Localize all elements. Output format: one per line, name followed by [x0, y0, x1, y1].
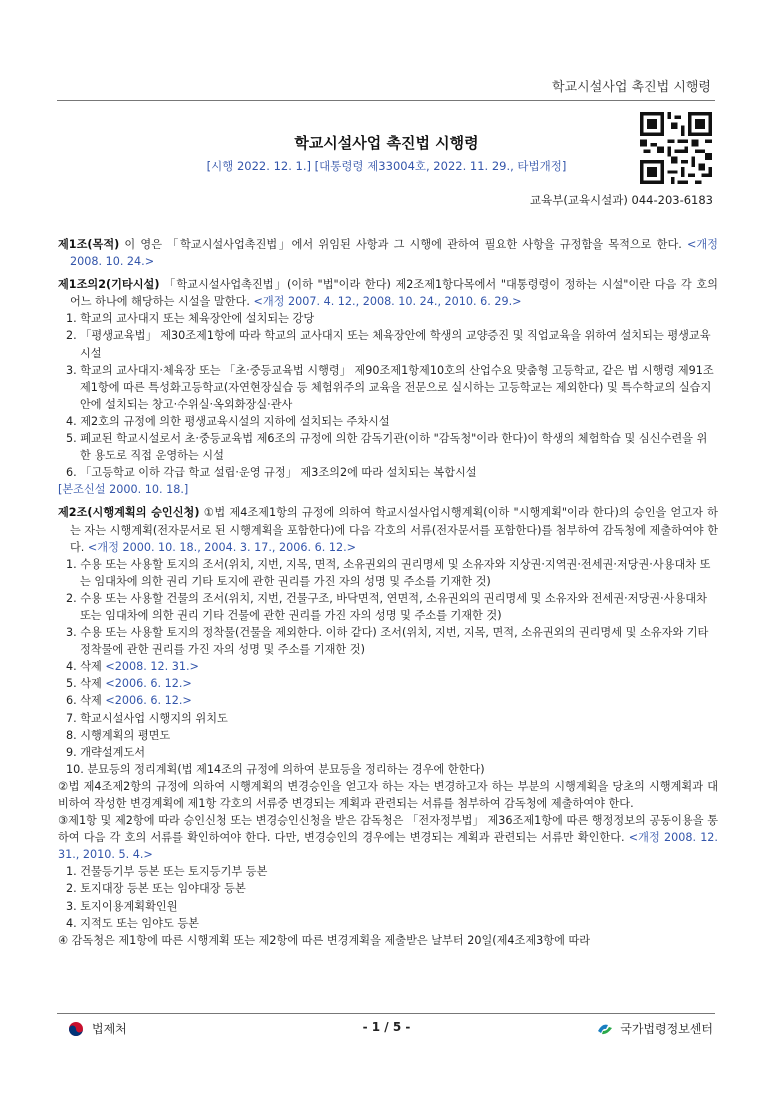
list-item: 10. 분묘등의 정리계획(법 제14조의 규정에 의하여 분묘등을 정리하는 경우에 한한다): [66, 762, 485, 776]
article-heading: 제2조(시행계획의 승인신청): [58, 506, 200, 520]
article-heading: 제1조(목적): [58, 238, 120, 251]
list-item: 9. 개략설계도서: [66, 745, 146, 759]
list-item: 3. 수용 또는 사용할 토지의 정착물(건물을 제외한다. 이하 같다) 조서(위치, 지번, 지목, 면적, 소유권외의 권리명세 및 소유자와 기타 정착물에 관한 권리를 가진 자의 성명 및 주소를 기재한 것): [66, 626, 709, 657]
enforcement-info[interactable]: [시행 2022. 12. 1.] [대통령령 제33004호, 2022. 11. 29., 타법개정]: [206, 159, 567, 173]
amendment-note[interactable]: <2006. 6. 12.>: [105, 677, 192, 691]
list-item: 6. 「고등학교 이하 각급 학교 설립·운영 규정」 제3조의2에 따라 설치되는 복합시설: [66, 466, 477, 480]
amendment-note[interactable]: <개정 2008. 12. 31., 2010. 5. 4.>: [58, 831, 718, 862]
amendment-note[interactable]: <개정 2007. 4. 12., 2008. 10. 24., 2010. 6. 29.>: [253, 295, 522, 309]
page-number: - 1 / 5 -: [362, 1020, 411, 1034]
header-divider: [57, 100, 715, 101]
list-item: 2. 「평생교육법」 제30조제1항에 따라 학교의 교사대지 또는 체육장안에 학생의 교양증진 및 직업교육을 위하여 설치되는 평생교육시설: [66, 329, 711, 360]
article-2: [58, 504, 718, 948]
article-text: ①법 제4조제1항의 규정에 의하여 학교시설사업시행계획(이하 "시행계획"이라 한다)의 승인을 얻고자 하는 자는 시행계획(전자문서로 된 시행계획을 포함한다)에 다음 각호의 서류(전자문서를 포함한다)를 첨부하여 감독청에 제출하여야 한다.: [70, 506, 718, 554]
list-item: 5. 폐교된 학교시설로서 초·중등교육법 제6조의 규정에 의한 감독기관(이하 "감독청"이라 한다)이 학생의 체험학습 및 심신수련을 위한 용도로 직접 운영하는 시설: [66, 432, 708, 463]
article-heading: 제1조의2(기타시설): [58, 278, 160, 292]
list-item: 4. 제2호의 규정에 의한 평생교육시설의 지하에 설치되는 주차시설: [66, 414, 390, 428]
list-item: 4. 지적도 또는 임야도 등본: [66, 916, 199, 930]
list-item: 3. 토지이용계획확인원: [66, 899, 178, 913]
amendment-note[interactable]: <2006. 6. 12.>: [105, 694, 192, 708]
amendment-note[interactable]: <2008. 12. 31.>: [105, 660, 199, 674]
page-title: 학교시설사업 촉진법 시행령: [294, 134, 479, 152]
amendment-note[interactable]: <개정 2008. 10. 24.>: [70, 238, 718, 269]
list-item: 5. 삭제 <2006. 6. 12.>: [66, 677, 192, 691]
list-item: 3. 학교의 교사대지·체육장 또는 「초·중등교육법 시행령」 제90조제1항제10호의 산업수요 맞춤형 고등학교, 같은 법 시행령 제91조제1항에 따른 특성화고등학교(자연현장실습 등 체험위주의 교육을 전문으로 실시하는 고등학교는 제외한다) 및 특수학교의 실습지안에 설치되는 창고·수위실·옥외화장실·관사: [66, 363, 714, 411]
amendment-note[interactable]: <개정 2000. 10. 18., 2004. 3. 17., 2006. 6. 12.>: [87, 540, 356, 554]
list-item: 7. 학교시설사업 시행지의 위치도: [66, 711, 228, 725]
list-item: 2. 토지대장 등본 또는 임야대장 등본: [66, 882, 246, 896]
footer-org: 법제처: [92, 1022, 127, 1036]
list-item: 1. 수용 또는 사용할 토지의 조서(위치, 지번, 지목, 면적, 소유권외의 권리명세 및 소유자와 지상권·지역권·전세권·저당권·사용대차 또는 임대차에 의한 권리 기타 토지에 관한 권리를 가진 자의 성명 및 주소를 기재한 것): [66, 557, 711, 588]
law-body: [58, 236, 718, 949]
list-item: 1. 학교의 교사대지 또는 체육장안에 설치되는 강당: [66, 312, 315, 326]
paragraph-3: ③제1항 및 제2항에 따라 승인신청 또는 변경승인신청을 받은 감독청은 「전자정부법」 제36조제1항에 따른 행정정보의 공동이용을 통하여 다음 각 호의 서류를 확인하여야 한다. 다만, 변경승인의 경우에는 변경되는 계획과 관련되는 서류만 확인한다. <개정 2008. 12. 31., 2010. 5. 4.>: [58, 814, 718, 862]
footer-center-name: 국가법령정보센터: [620, 1022, 713, 1036]
header-title: 학교시설사업 촉진법 시행령: [552, 80, 711, 95]
law-center-logo-icon: [596, 1021, 614, 1037]
list-item: 1. 건물등기부 등본 또는 토지등기부 등본: [66, 865, 268, 879]
list-item: 8. 시행계획의 평면도: [66, 728, 171, 742]
list-item: 2. 수용 또는 사용할 건물의 조서(위치, 지번, 건물구조, 바닥면적, 연면적, 소유권외의 권리명세 및 소유자와 전세권·저당권·사용대차 또는 임대차에 의한 권리 기타 건물에 관한 권리를 가진 자의 성명 및 주소를 기재한 것): [66, 591, 707, 622]
list-item: 4. 삭제 <2008. 12. 31.>: [66, 660, 199, 674]
paragraph-2: ②법 제4조제2항의 규정에 의하여 시행계획의 변경승인을 얻고자 하는 자는 변경하고자 하는 부분의 시행계획을 당초의 시행계획과 대비하여 작성한 변경계획에 제1항 각호의 서류중 변경되는 계획과 관련되는 서류를 첨부하여 감독청에 제출하여야 한다.: [58, 779, 718, 810]
ministry-contact: 교육부(교육시설과) 044-203-6183: [530, 193, 713, 207]
list-item: 6. 삭제 <2006. 6. 12.>: [66, 694, 192, 708]
article-text: 이 영은 「학교시설사업촉진법」에서 위임된 사항과 그 시행에 관하여 필요한 사항을 규정함을 목적으로 한다.: [119, 238, 687, 251]
footer-right: [596, 1020, 713, 1037]
article-1-2: [58, 276, 718, 498]
footer-divider: [57, 1013, 715, 1014]
article-text: 「학교시설사업촉진법」(이하 "법"이라 한다) 제2조제1항다목에서 "대통령령이 정하는 시설"이란 다음 각 호의 어느 하나에 해당하는 시설을 말한다.: [70, 278, 718, 309]
article-1: [58, 236, 718, 270]
new-provision-note[interactable]: [본조신설 2000. 10. 18.]: [58, 483, 189, 497]
paragraph-4: ④ 감독청은 제1항에 따른 시행계획 또는 제2항에 따른 변경계획을 제출받은 날부터 20일(제4조제3항에 따라: [58, 933, 591, 947]
